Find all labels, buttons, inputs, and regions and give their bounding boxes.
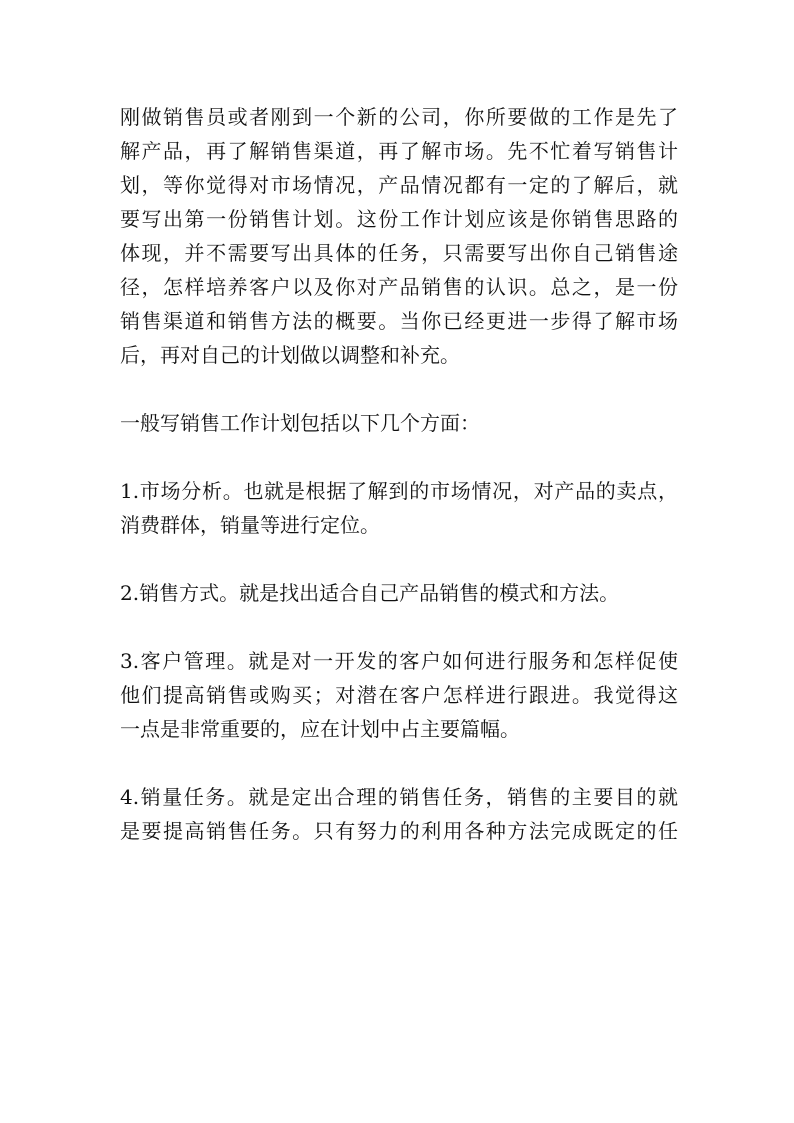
paragraph-item-3 — [120, 644, 678, 746]
text-line: 一点是非常重要的，应在计划中占主要篇幅。 — [120, 717, 520, 741]
text-line: 1.市场分析。也就是根据了解到的市场情况，对产品的卖点， — [120, 479, 678, 503]
text-line: 他们提高销售或购买；对潜在客户怎样进行跟进。我觉得这 — [120, 683, 678, 707]
paragraph-intro — [120, 100, 678, 372]
text-line: 2.销售方式。就是找出适合自己产品销售的模式和方法。 — [120, 581, 620, 605]
paragraph-item-4 — [120, 780, 678, 848]
paragraph-item-2 — [120, 576, 678, 610]
text-line: 是要提高销售任务。只有努力的利用各种方法完成既定的任 — [120, 819, 678, 843]
text-line: 后，再对自己的计划做以调整和补充。 — [120, 343, 460, 367]
paragraph-spacer — [120, 440, 678, 474]
paragraph-spacer — [120, 542, 678, 576]
text-line: 3.客户管理。就是对一开发的客户如何进行服务和怎样促使 — [120, 649, 678, 673]
paragraph-spacer — [120, 372, 678, 406]
text-line: 4.销量任务。就是定出合理的销售任务，销售的主要目的就 — [120, 785, 678, 809]
paragraph-item-1 — [120, 474, 678, 542]
text-line: 要写出第一份销售计划。这份工作计划应该是你销售思路的 — [120, 207, 678, 231]
paragraph-overview — [120, 406, 678, 440]
paragraph-spacer — [120, 610, 678, 644]
text-line: 一般写销售工作计划包括以下几个方面： — [120, 411, 480, 435]
text-line: 消费群体，销量等进行定位。 — [120, 513, 380, 537]
paragraph-spacer — [120, 746, 678, 780]
text-line: 销售渠道和销售方法的概要。当你已经更进一步得了解市场 — [120, 309, 678, 333]
text-line: 解产品，再了解销售渠道，再了解市场。先不忙着写销售计 — [120, 139, 678, 163]
text-line: 体现，并不需要写出具体的任务，只需要写出你自己销售途 — [120, 241, 678, 265]
text-line: 划，等你觉得对市场情况，产品情况都有一定的了解后，就 — [120, 173, 678, 197]
text-line: 径，怎样培养客户以及你对产品销售的认识。总之，是一份 — [120, 275, 678, 299]
document-body — [120, 100, 678, 848]
text-line: 刚做销售员或者刚到一个新的公司，你所要做的工作是先了 — [120, 105, 678, 129]
